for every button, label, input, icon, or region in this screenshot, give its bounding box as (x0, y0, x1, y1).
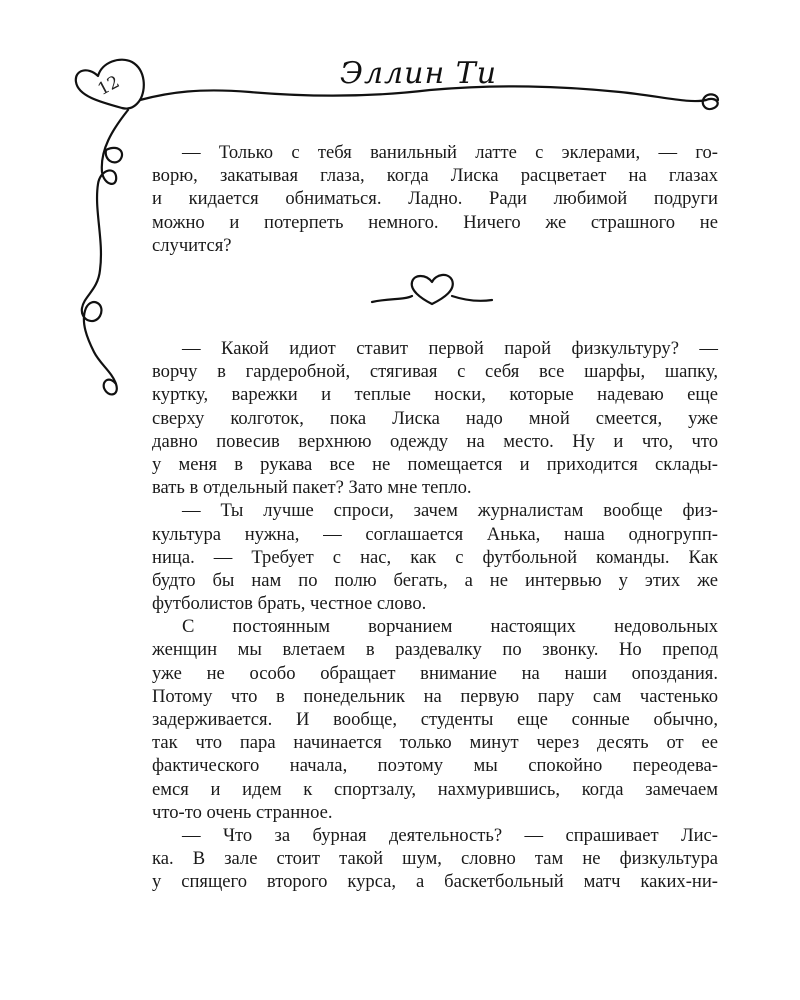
right-spiral-icon (703, 94, 718, 109)
text-line: что-то очень странное. (152, 801, 333, 823)
text-line: сверху колготок, пока Лиска надо мной смеется, уже (152, 407, 718, 429)
text-line: и кидается обниматься. Ладно. Ради любимой подруги (152, 188, 718, 210)
text-line: ница. — Требует с нас, как с футбольной команды. Как (152, 546, 718, 568)
text-line: фактического начала, поэтому мы спокойно переодева- (152, 755, 718, 777)
page-number: 12 (94, 72, 124, 100)
text-line: футболистов брать, честное слово. (152, 593, 427, 615)
text-line: вать в отдельный пакет? Зато мне тепло. (152, 477, 472, 499)
text-line: С постоянным ворчанием настоящих недовольных (182, 616, 718, 638)
text-line: у меня в рукава все не помещается и приходится склады- (152, 453, 718, 475)
text-line: — Ты лучше спроси, зачем журналистам вообще физ- (182, 500, 718, 522)
text-line: Потому что в понедельник на первую пару сам частенько (152, 685, 718, 707)
text-line: ка. В зале стоит такой шум, словно там не физкультура (152, 848, 718, 870)
divider-line-right (452, 296, 492, 301)
text-line: емся и идем к спортзалу, нахмурившись, когда замечаем (152, 778, 718, 800)
text-line: уже не особо обращает внимание на наши опоздания. (152, 662, 718, 684)
text-line: у спящего второго курса, а баскетбольный матч каких-ни- (152, 871, 718, 893)
text-line: будто бы нам по полю бегать, а не интервью у этих же (152, 569, 718, 591)
text-line: задерживается. И вообще, студенты еще сонные обычно, (152, 709, 718, 730)
text-line: ворчу в гардеробной, стягивая с себя все шарфы, шапку, (152, 361, 718, 383)
text-line: давно повесив верхнюю одежду на место. Ну и что, что (152, 430, 718, 452)
text-line: так что пара начинается только минут через десять от ее (152, 732, 718, 754)
text-line: — Что за бурная деятельность? — спрашивает Лис- (182, 824, 718, 846)
text-block-1 (152, 141, 718, 257)
text-line: культура нужна, — соглашается Анька, наша одногрупп- (152, 523, 718, 545)
running-header-author: Эллин Ти (340, 56, 498, 91)
text-line: случится? (152, 234, 232, 256)
text-line: — Только с тебя ванильный латте с эклерами, — го- (182, 142, 718, 163)
divider-heart-icon (412, 275, 453, 304)
text-line: — Какой идиот ставит первой парой физкультуру? — (182, 338, 718, 359)
text-block-2 (152, 337, 718, 894)
text-line: женщин мы влетаем в раздевалку по звонку. Но препод (152, 639, 718, 661)
divider-line-left (372, 296, 412, 302)
text-line: ворю, закатывая глаза, когда Лиска расцветает на глазах (152, 165, 718, 187)
text-line: можно и потерпеть немного. Ничего же страшного не (152, 211, 718, 233)
text-line: куртку, варежки и теплые носки, которые надеваю еще (152, 384, 718, 406)
vine-leaf-icon (106, 148, 122, 162)
